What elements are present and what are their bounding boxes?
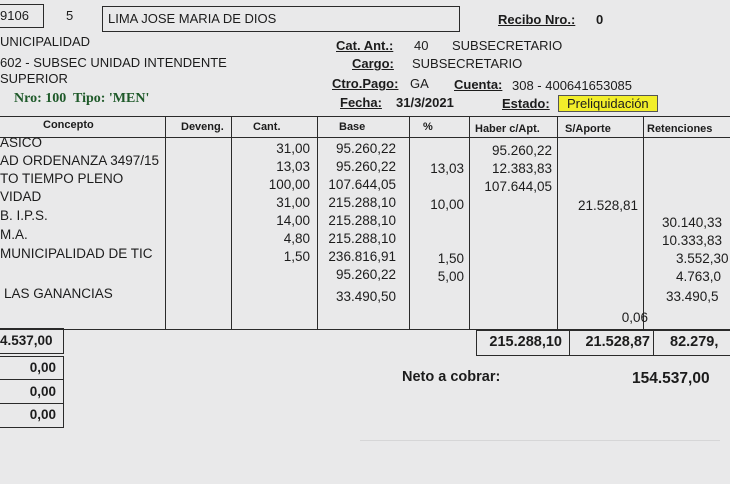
cat-value: 40 [414,38,429,53]
cant-cell: 4,80 [283,231,310,246]
total-saporte: 21.528,87 [585,334,650,350]
col-divider-base [317,117,318,329]
left-subtotal-value: 0,00 [29,360,56,375]
header-saporte: S/Aporte [565,123,611,135]
left-subtotal-divider [0,403,63,404]
org-line-1: UNICIPALIDAD [0,34,91,49]
concepto-cell: ASICO [0,135,43,150]
cuenta-label: Cuenta: [454,77,503,92]
ctro-label: Ctro.Pago: [332,76,399,91]
cant-cell: 13,03 [276,159,310,174]
left-total-value: 4.537,00 [0,333,53,348]
org-line-3: SUPERIOR [0,71,68,86]
concepto-cell: AD ORDENANZA 3497/15 [0,153,160,168]
col-divider-saporte [557,117,558,329]
base-cell: 215.288,10 [328,195,396,210]
cargo-label: Cargo: [352,56,394,71]
cuenta-value: 308 - 400641653085 [512,78,633,93]
col-divider-deveng [165,117,166,329]
cant-cell: 14,00 [276,213,310,228]
pct-cell: 13,03 [430,161,464,176]
estado-label: Estado: [502,96,550,111]
retenciones-cell: 10.333,83 [662,233,723,248]
fecha-label: Fecha: [340,95,382,110]
employee-name: LIMA JOSE MARIA DE DIOS [108,11,277,26]
header-retenciones: Retenciones [647,123,713,135]
cargo-value: SUBSECRETARIO [412,56,523,71]
header-divider [0,137,730,138]
neto-value: 154.537,00 [632,370,710,387]
cant-cell: 1,50 [283,249,310,264]
concepto-cell: B. I.P.S. [0,208,48,223]
base-cell: 95.260,22 [335,159,396,174]
concepto-cell: VIDAD [0,189,42,204]
base-cell: 95.260,22 [335,267,396,282]
base-cell: 215.288,10 [328,213,396,228]
totals-divider-1 [569,331,570,355]
pct-cell: 5,00 [437,269,464,284]
header-deveng: Deveng. [181,121,224,133]
concepto-cell: MUNICIPALIDAD DE TIC [0,246,153,261]
haber-cell: 107.644,05 [484,179,552,194]
left-subtotal-value: 0,00 [29,407,56,422]
concepto-cell: LAS GANANCIAS [4,286,113,301]
base-cell: 236.816,91 [328,249,396,264]
neto-label: Neto a cobrar: [402,369,501,385]
pct-cell: 1,50 [437,251,464,266]
totals-divider-2 [653,331,654,355]
nro-tipo: Nro: 100 Tipo: 'MEN' [14,91,150,106]
concepto-cell: M.A. [0,227,28,242]
cant-cell: 100,00 [268,177,310,192]
haber-cell: 95.260,22 [491,143,552,158]
header-cant: Cant. [253,121,281,133]
org-line-2: 602 - SUBSEC UNIDAD INTENDENTE [0,55,227,70]
total-retenciones: 82.279, [670,334,719,350]
saporte-cell: 21.528,81 [577,198,638,213]
base-cell: 107.644,05 [328,177,396,192]
base-cell: 95.260,22 [335,141,396,156]
retenciones-cell: 4.763,0 [676,269,722,284]
retenciones-cell: 30.140,33 [662,215,723,230]
col-divider-haber [469,117,470,329]
bleed-through-marks [360,440,720,471]
haber-cell: 12.383,83 [491,161,552,176]
concepto-cell: TO TIEMPO PLENO [0,171,124,186]
col-divider-pct [409,117,410,329]
header-base: Base [339,121,366,133]
pct-cell: 10,00 [430,197,464,212]
header-haber: Haber c/Apt. [475,123,540,135]
total-haber: 215.288,10 [489,334,562,350]
recibo-value: 0 [596,12,604,27]
cant-cell: 31,00 [276,141,310,156]
ctro-value: GA [410,76,429,91]
left-subtotal-divider [0,379,63,380]
legajo-number: 9106 [0,8,29,23]
col-divider-retenciones [643,117,644,329]
col-divider-cant [231,117,232,329]
header-concepto: Concepto [43,119,94,131]
base-cell: 33.490,50 [335,289,396,304]
left-subtotal-value: 0,00 [29,384,56,399]
cat-desc: SUBSECRETARIO [452,38,563,53]
fecha-value: 31/3/2021 [396,95,454,110]
base-cell: 215.288,10 [328,231,396,246]
estado-badge: Preliquidación [558,95,658,112]
retenciones-cell: 3.552,30 [676,251,729,266]
cat-label: Cat. Ant.: [336,38,394,53]
cant-cell: 31,00 [276,195,310,210]
saporte-cell: 0,06 [621,310,648,325]
header-pct: % [423,121,433,133]
recibo-label: Recibo Nro.: [498,12,576,27]
retenciones-cell: 33.490,5 [666,289,719,304]
employee-sequence: 5 [66,8,74,23]
